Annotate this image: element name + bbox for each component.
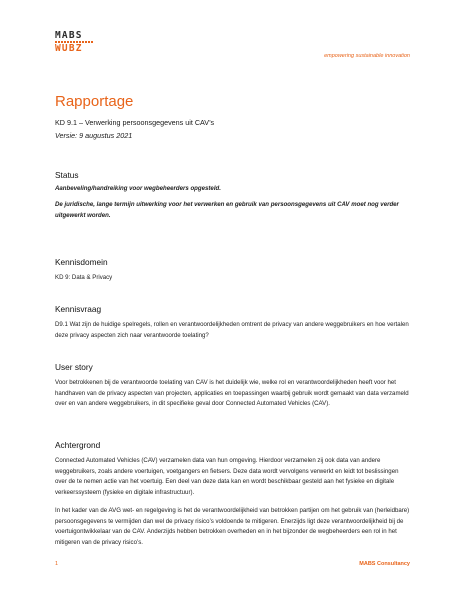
logo-bottom-text: WUBZ xyxy=(55,43,83,54)
status-heading: Status xyxy=(55,170,79,180)
kennisdomein-heading: Kennisdomein xyxy=(55,257,108,267)
kennisvraag-paragraph: D9.1 Wat zijn de huidige spelregels, rollen en verantwoordelijkheden omtrent de privacy van andere weggebruikers en hoe vertalen deze privacy aspecten zich naar verantwoorde toelating? xyxy=(55,321,409,339)
achtergrond-paragraph-2: In het kader van de AVG wet- en regelgeving is het de verantwoordelijkheid van betrokken partijen om het gebruik van (herleidbare) persoonsgegevens te vermijden dan wel de privacy risico’s voldoende te mitigeren. Enerzijds ligt deze verantwoordelijkheid bij de voertuigontwikkelaar van de CAV. Anderzijds hebben betrokken overheden en in het bijzonder de wegbeheerders een rol in het mitigeren van de privacy risico’s. xyxy=(55,507,410,547)
header-tagline: empowering sustainable innovation xyxy=(324,53,410,59)
status-paragraph-1: Aanbeveling/handreiking voor wegbeheerders opgesteld. xyxy=(55,185,221,192)
document-version: Versie: 9 augustus 2021 xyxy=(55,131,133,140)
userstory-heading: User story xyxy=(55,362,93,372)
userstory-paragraph: Voor betrokkenen bij de verantwoorde toelating van CAV is het duidelijk wie, welke rol en verantwoordelijkheden heeft voor het handhaven van de privacy aspecten van projecten, applicaties en toepassingen waarbij gebruik wordt gemaakt van data verzameld over en van andere weggebruikers, in dit specifieke geval door Connected Automated Vehicles (CAV). xyxy=(55,379,409,408)
achtergrond-heading: Achtergrond xyxy=(55,440,101,450)
kennisdomein-paragraph: KD 9: Data & Privacy xyxy=(55,274,113,281)
company-logo xyxy=(55,31,95,53)
achtergrond-paragraph-1: Connected Automated Vehicles (CAV) verzamelen data van hun omgeving. Hierdoor verzamelen zij ook data van andere weggebruikers, zoals andere voertuigen, voetgangers en fietsers. Deze data wordt vervolgens verwerkt en leidt tot beslissingen over de te nemen actie van het voertuig. Een deel van deze data kan en wordt beschikbaar gesteld aan het fysieke en digitale verkeerssysteem (fysieke en digitale infrastructuur). xyxy=(55,457,399,497)
logo-top-text: MABS xyxy=(55,30,83,41)
kennisvraag-heading: Kennisvraag xyxy=(55,304,102,314)
footer-company: MABS Consultancy xyxy=(359,561,410,567)
status-paragraph-2: De juridische, lange termijn uitwerking voor het verwerken en gebruik van persoonsgegevens uit CAV moet nog verder uitgewerkt worden. xyxy=(55,201,399,219)
page-title: Rapportage xyxy=(55,93,134,110)
document-subtitle: KD 9.1 – Verwerking persoonsgegevens uit CAV’s xyxy=(55,118,215,127)
page-number: 1 xyxy=(55,561,59,567)
